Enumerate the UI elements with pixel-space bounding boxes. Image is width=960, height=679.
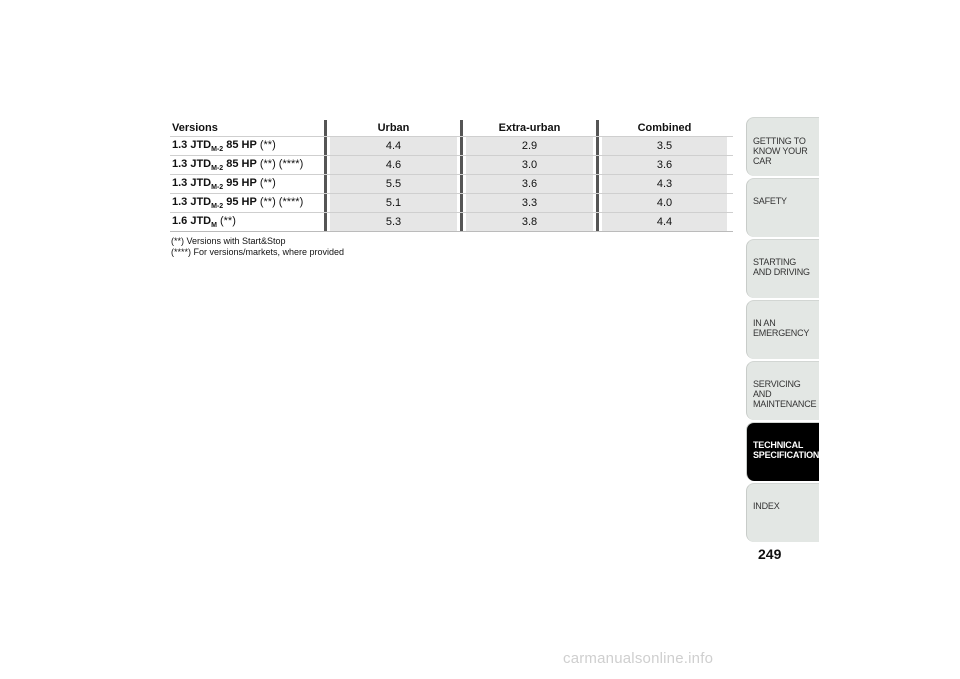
engine-name: 1.6 JTD (172, 215, 212, 227)
table-row (170, 212, 733, 232)
urban-value: 4.6 (324, 156, 460, 174)
combined-value: 4.0 (596, 194, 730, 212)
tab-label: IN AN EMERGENCY (753, 318, 810, 338)
version-cell (170, 139, 324, 153)
engine-name: 1.3 JTD (172, 158, 212, 170)
version-cell (170, 215, 324, 229)
tab-label: SAFETY (753, 196, 787, 206)
urban-value: 5.5 (324, 175, 460, 193)
urban-value: 5.3 (324, 213, 460, 231)
tab-index[interactable] (746, 483, 819, 542)
urban-value: 4.4 (324, 137, 460, 155)
version-name (172, 158, 257, 170)
tab-technical-specifications[interactable] (746, 422, 826, 481)
footnote: (****) For versions/markets, where provided (171, 247, 345, 257)
engine-subscript: M-2 (211, 165, 224, 172)
urban-value: 5.1 (324, 194, 460, 212)
tab-starting-and-driving[interactable] (746, 239, 819, 298)
version-note: (**) (****) (259, 196, 304, 208)
watermark: carmanualsonline.info (563, 650, 714, 667)
extra-urban-value: 3.8 (460, 213, 596, 231)
table-row (170, 174, 733, 193)
tab-getting-to-know-your-car[interactable] (746, 117, 819, 176)
extra-urban-value: 3.0 (460, 156, 596, 174)
tab-label: STARTING AND DRIVING (753, 257, 810, 277)
combined-value: 4.3 (596, 175, 730, 193)
combined-value: 3.5 (596, 137, 730, 155)
header-urban: Urban (324, 120, 460, 136)
tab-label: INDEX (753, 501, 780, 511)
version-name (172, 196, 257, 208)
table-row (170, 193, 733, 212)
engine-name: 1.3 JTD (172, 177, 212, 189)
version-cell (170, 196, 324, 210)
engine-power: 85 HP (223, 158, 257, 170)
table-row (170, 136, 733, 155)
version-name (172, 177, 257, 189)
engine-subscript: M-2 (211, 146, 224, 153)
version-name (172, 139, 257, 151)
tab-servicing-and-maintenance[interactable] (746, 361, 819, 420)
tab-label: GETTING TO KNOW YOUR CAR (753, 136, 808, 166)
tab-label: SERVICING AND MAINTENANCE (753, 379, 817, 409)
page-number: 249 (758, 546, 782, 562)
fuel-consumption-table (170, 120, 733, 232)
extra-urban-value: 2.9 (460, 137, 596, 155)
footnote: (**) Versions with Start&Stop (171, 236, 286, 246)
engine-power: 95 HP (223, 196, 257, 208)
engine-power: 85 HP (223, 139, 257, 151)
header-combined: Combined (596, 120, 730, 136)
tab-in-an-emergency[interactable] (746, 300, 819, 359)
engine-name: 1.3 JTD (172, 139, 212, 151)
engine-subscript: M-2 (211, 184, 224, 191)
tab-safety[interactable] (746, 178, 819, 237)
version-name (172, 215, 217, 227)
version-note: (**) (259, 177, 276, 189)
section-tabs (746, 117, 826, 544)
table-row (170, 155, 733, 174)
engine-subscript: M (211, 222, 217, 229)
header-extra-urban: Extra-urban (460, 120, 596, 136)
header-versions: Versions (172, 122, 218, 134)
version-cell (170, 177, 324, 191)
table-header-row (170, 120, 733, 136)
engine-subscript: M-2 (211, 203, 224, 210)
extra-urban-value: 3.6 (460, 175, 596, 193)
tab-label: TECHNICAL SPECIFICATIONS (753, 440, 826, 460)
engine-power: 95 HP (223, 177, 257, 189)
combined-value: 4.4 (596, 213, 730, 231)
combined-value: 3.6 (596, 156, 730, 174)
version-cell (170, 158, 324, 172)
version-note: (**) (259, 139, 276, 151)
footnotes (171, 236, 344, 258)
version-note: (**) (****) (259, 158, 304, 170)
engine-name: 1.3 JTD (172, 196, 212, 208)
version-note: (**) (219, 215, 236, 227)
extra-urban-value: 3.3 (460, 194, 596, 212)
